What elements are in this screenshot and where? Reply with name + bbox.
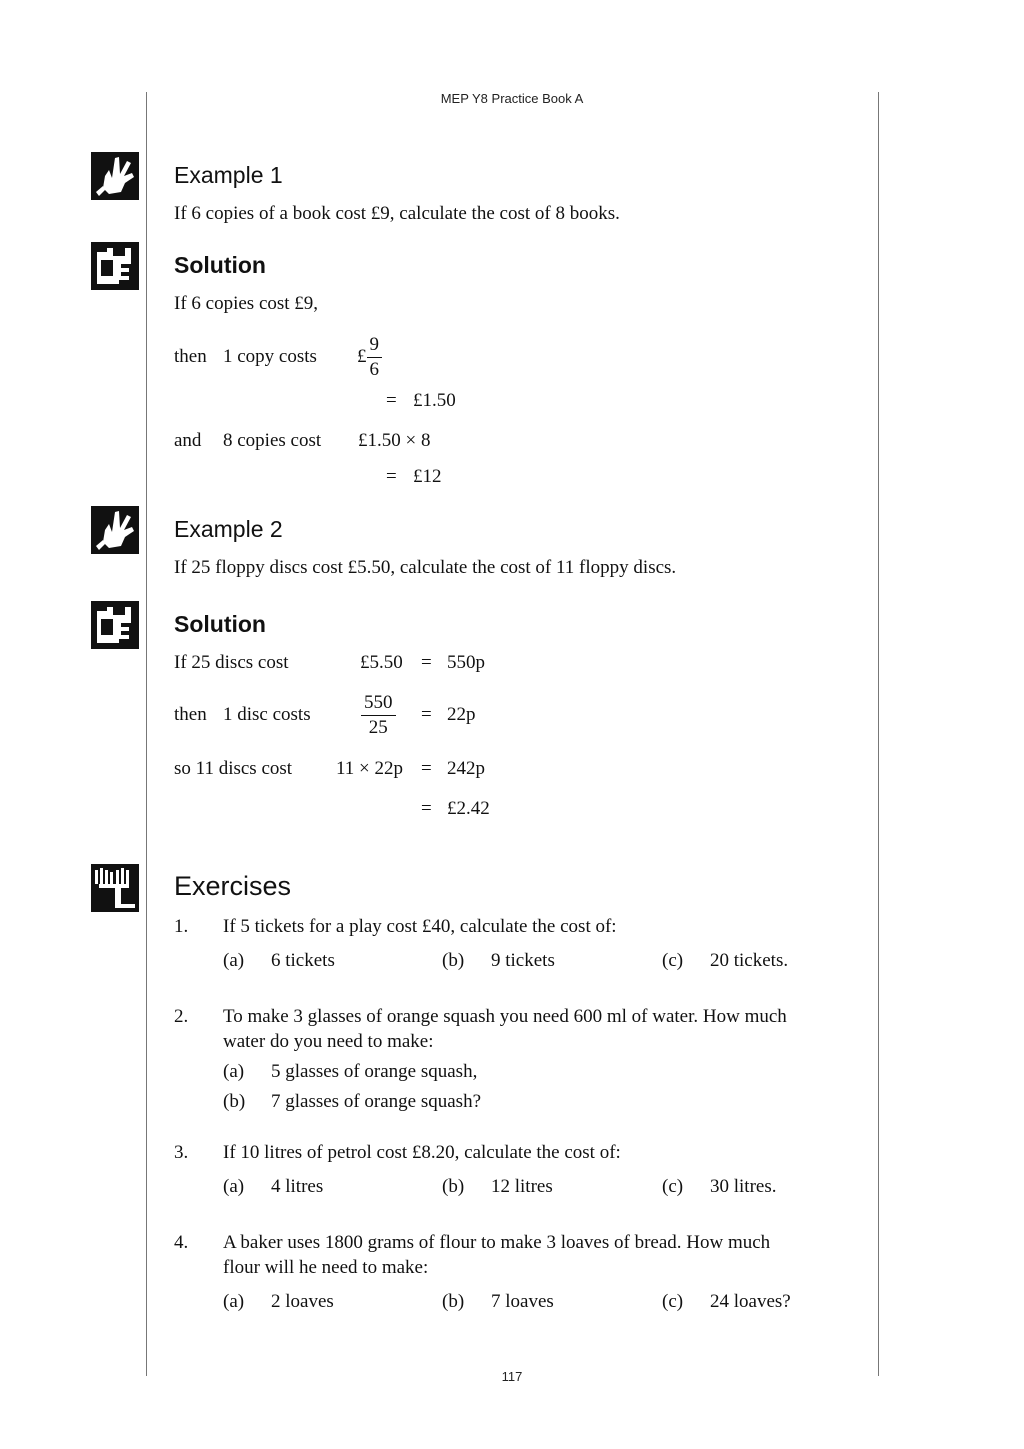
example-1-question: If 6 copies of a book cost £9, calculate the cost of 8 books. [174,203,620,224]
page-number: 117 [501,1369,523,1384]
example-1-line-1: If 6 copies cost £9, [174,293,319,314]
thumbs-hand-icon [91,601,139,649]
exercise-hands-icon [91,864,139,912]
example-2-final-answer: £2.42 [447,798,490,819]
fraction-numerator: 9 [367,333,383,358]
question-1-c-text: 20 tickets. [710,950,789,971]
fraction-denominator: 6 [369,358,379,380]
page-header: MEP Y8 Practice Book A [440,91,584,106]
example-2-row-2-value: 22p [447,704,476,725]
example-1-line-2-label: then [174,346,207,367]
question-4-c-text: 24 loaves? [710,1291,791,1312]
example-2-row-3-value: 242p [447,758,485,779]
question-1-text: If 5 tickets for a play cost £40, calculate the cost of: [223,916,617,937]
question-1-b-text: 9 tickets [491,950,555,971]
question-2-b-text: 7 glasses of orange squash? [271,1091,482,1112]
question-4-text-line-2: flour will he need to make: [223,1257,429,1278]
example-1-line-2-text: 1 copy costs [223,346,317,367]
question-2-a-text: 5 glasses of orange squash, [271,1061,478,1082]
left-margin-rule [146,92,147,1376]
thumbs-hand-icon [91,242,139,290]
question-1-b-label: (b) [442,950,465,971]
question-4-a-label: (a) [223,1291,245,1312]
fraction-numerator: 550 [361,691,396,716]
equals-sign: = [421,798,432,819]
equals-sign: = [421,758,432,779]
equals-sign: = [386,466,397,487]
example-1-multiplication: £1.50 × 8 [358,430,431,451]
question-2-b-label: (b) [223,1091,246,1112]
question-3-number: 3. [174,1142,189,1163]
question-2-a-label: (a) [223,1061,245,1082]
fraction-denominator: 25 [368,716,388,738]
question-4-a-text: 2 loaves [271,1291,334,1312]
example-1-result-1: £1.50 [413,390,456,411]
example-2-row-2-label: then [174,704,207,725]
exercises-heading: Exercises [174,871,292,901]
question-1-a-text: 6 tickets [271,950,335,971]
question-3-b-text: 12 litres [491,1176,553,1197]
example-1-solution-heading: Solution [174,252,266,278]
example-1-fraction [357,331,382,383]
example-2-row-2-text: 1 disc costs [223,704,311,725]
question-2-text-line-2: water do you need to make: [223,1031,434,1052]
question-3-text: If 10 litres of petrol cost £8.20, calculate the cost of: [223,1142,621,1163]
question-3-c-text: 30 litres. [710,1176,777,1197]
example-2-row-1-expr: £5.50 [360,652,403,673]
example-2-row-3-label: so 11 discs cost [174,758,293,779]
example-2-heading: Example 2 [174,516,283,542]
pointing-hand-icon [91,506,139,554]
example-1-line-4-label: and [174,430,202,451]
example-1-heading: Example 1 [174,162,283,188]
question-4-c-label: (c) [662,1291,684,1312]
example-2-row-3-expr: 11 × 22p [336,758,404,779]
pointing-hand-icon [91,152,139,200]
question-3-a-text: 4 litres [271,1176,324,1197]
question-4-number: 4. [174,1232,189,1253]
right-margin-rule [878,92,879,1376]
question-3-b-label: (b) [442,1176,465,1197]
question-1-number: 1. [174,916,189,937]
example-1-line-4-text: 8 copies cost [223,430,322,451]
question-2-number: 2. [174,1006,189,1027]
equals-sign: = [386,390,397,411]
question-4-b-label: (b) [442,1291,465,1312]
example-2-solution-heading: Solution [174,611,266,637]
question-2-text-line-1: To make 3 glasses of orange squash you need 600 ml of water. How much [223,1006,787,1027]
question-1-c-label: (c) [662,950,684,971]
example-2-question: If 25 floppy discs cost £5.50, calculate the cost of 11 floppy discs. [174,557,677,578]
question-3-c-label: (c) [662,1176,684,1197]
currency-symbol: £ [357,346,367,367]
example-2-row-1-label: If 25 discs cost [174,652,289,673]
question-1-a-label: (a) [223,950,245,971]
equals-sign: = [421,652,432,673]
question-4-text-line-1: A baker uses 1800 grams of flour to make 3 loaves of bread. How much [223,1232,771,1253]
question-4-b-text: 7 loaves [491,1291,554,1312]
question-3-a-label: (a) [223,1176,245,1197]
example-2-fraction [361,689,396,741]
example-2-row-1-value: 550p [447,652,485,673]
equals-sign: = [421,704,432,725]
example-1-final-answer: £12 [413,466,442,487]
